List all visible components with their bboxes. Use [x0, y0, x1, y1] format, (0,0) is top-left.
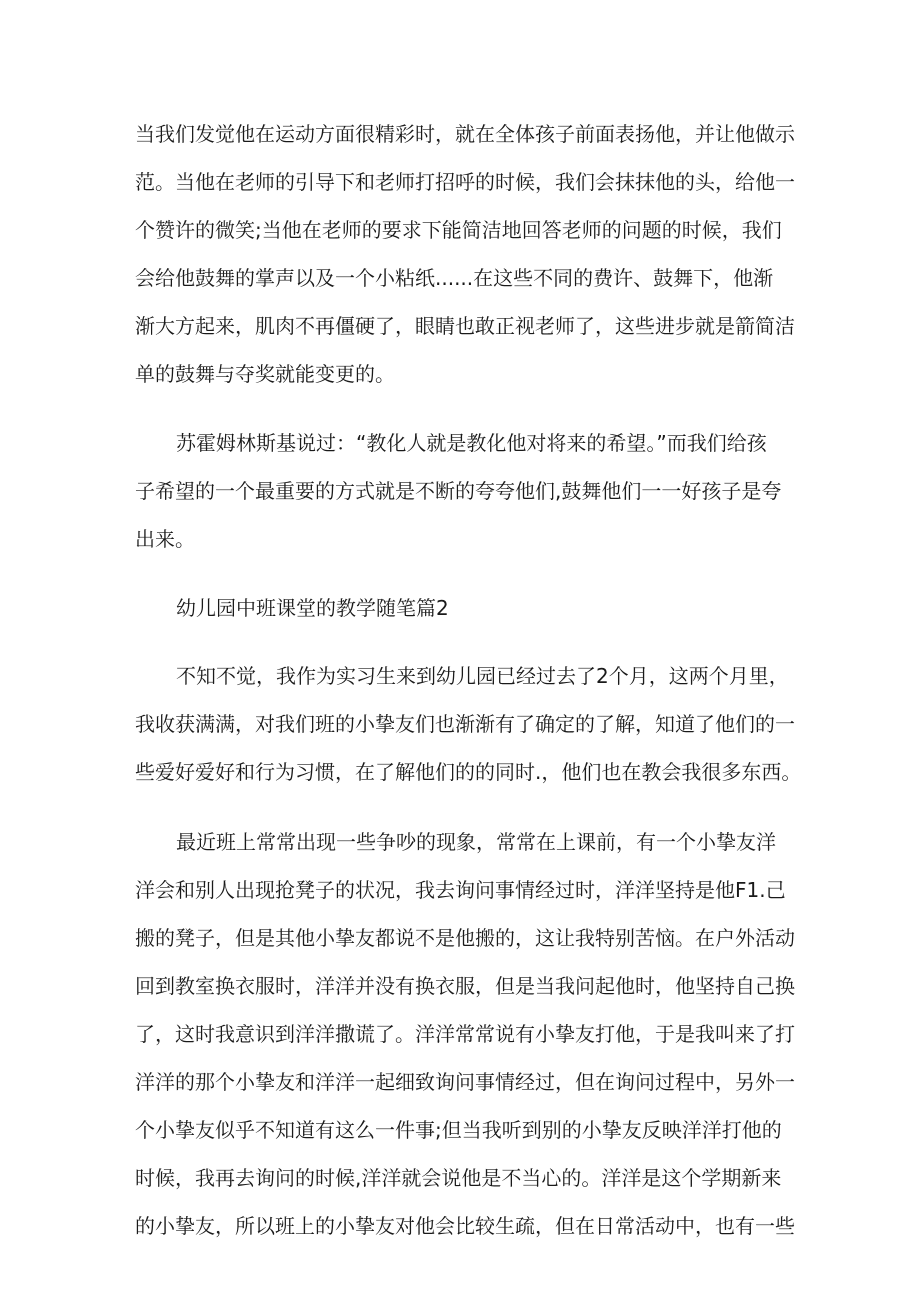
text-line: 当我们发觉他在运动方面很精彩时，就在全体孩子前面表扬他，并让他做示 — [135, 122, 795, 146]
text-line: 会给他鼓舞的掌声以及一个小粘纸......在这些不同的费许、鼓舞下，他渐 — [135, 266, 774, 290]
text-line: 时候，我再去询问的时候,洋洋就会说他是不当心的。洋洋是这个学期新来 — [135, 1166, 782, 1190]
section-heading: 幼儿园中班课堂的教学随笔篇2 — [176, 596, 449, 620]
text-line: 个小挚友似乎不知道有这么一件事;但当我听到别的小挚友反映洋洋打他的 — [135, 1118, 782, 1142]
text-line: 我收获满满，对我们班的小挚友们也渐渐有了确定的了解，知道了他们的一 — [135, 712, 795, 736]
text-line: 出来。 — [135, 527, 195, 551]
text-line: 单的鼓舞与夺奖就能变更的。 — [135, 362, 395, 386]
text-line: 最近班上常常出现一些争吵的现象，常常在上课前，有一个小挚友洋 — [176, 830, 776, 854]
text-line: 的小挚友，所以班上的小挚友对他会比较生疏，但在日常活动中，也有一些 — [135, 1214, 795, 1238]
text-line: 个赞许的微笑;当他在老师的要求下能简洁地回答老师的问题的时候，我们 — [135, 218, 782, 242]
text-line: 回到教室换衣服时，洋洋并没有换衣服，但是当我问起他时，他坚持自己换 — [135, 974, 795, 998]
text-line: 范。当他在老师的引导下和老师打招呼的时候，我们会抹抹他的头，给他一 — [135, 170, 795, 194]
text-line: 渐大方起来，肌肉不再僵硬了，眼睛也敢正视老师了，这些进步就是箭简洁 — [135, 314, 795, 338]
text-line: 洋会和别人出现抢凳子的状况，我去询问事情经过时，洋洋坚持是他F1.己 — [135, 878, 786, 902]
text-line: 了，这时我意识到洋洋撒谎了。洋洋常常说有小挚友打他，于是我叫来了打 — [135, 1022, 795, 1046]
text-line: 不知不觉，我作为实习生来到幼儿园已经过去了2个月，这两个月里， — [176, 664, 789, 688]
text-line: 搬的凳子，但是其他小挚友都说不是他搬的，这让我特别苦恼。在户外活动 — [135, 926, 795, 950]
text-line: 苏霍姆林斯基说过：“教化人就是教化他对将来的希望。”而我们给孩 — [176, 431, 767, 455]
text-line: 些爱好爱好和行为习惯，在了解他们的的同时.，他们也在教会我很多东西。 — [135, 760, 802, 784]
text-line: 洋洋的那个小挚友和洋洋一起细致询问事情经过，但在询问过程中，另外一 — [135, 1070, 795, 1094]
text-line: 子希望的一个最重要的方式就是不断的夸夸他们,鼓舞他们一一好孩子是夸 — [135, 479, 782, 503]
